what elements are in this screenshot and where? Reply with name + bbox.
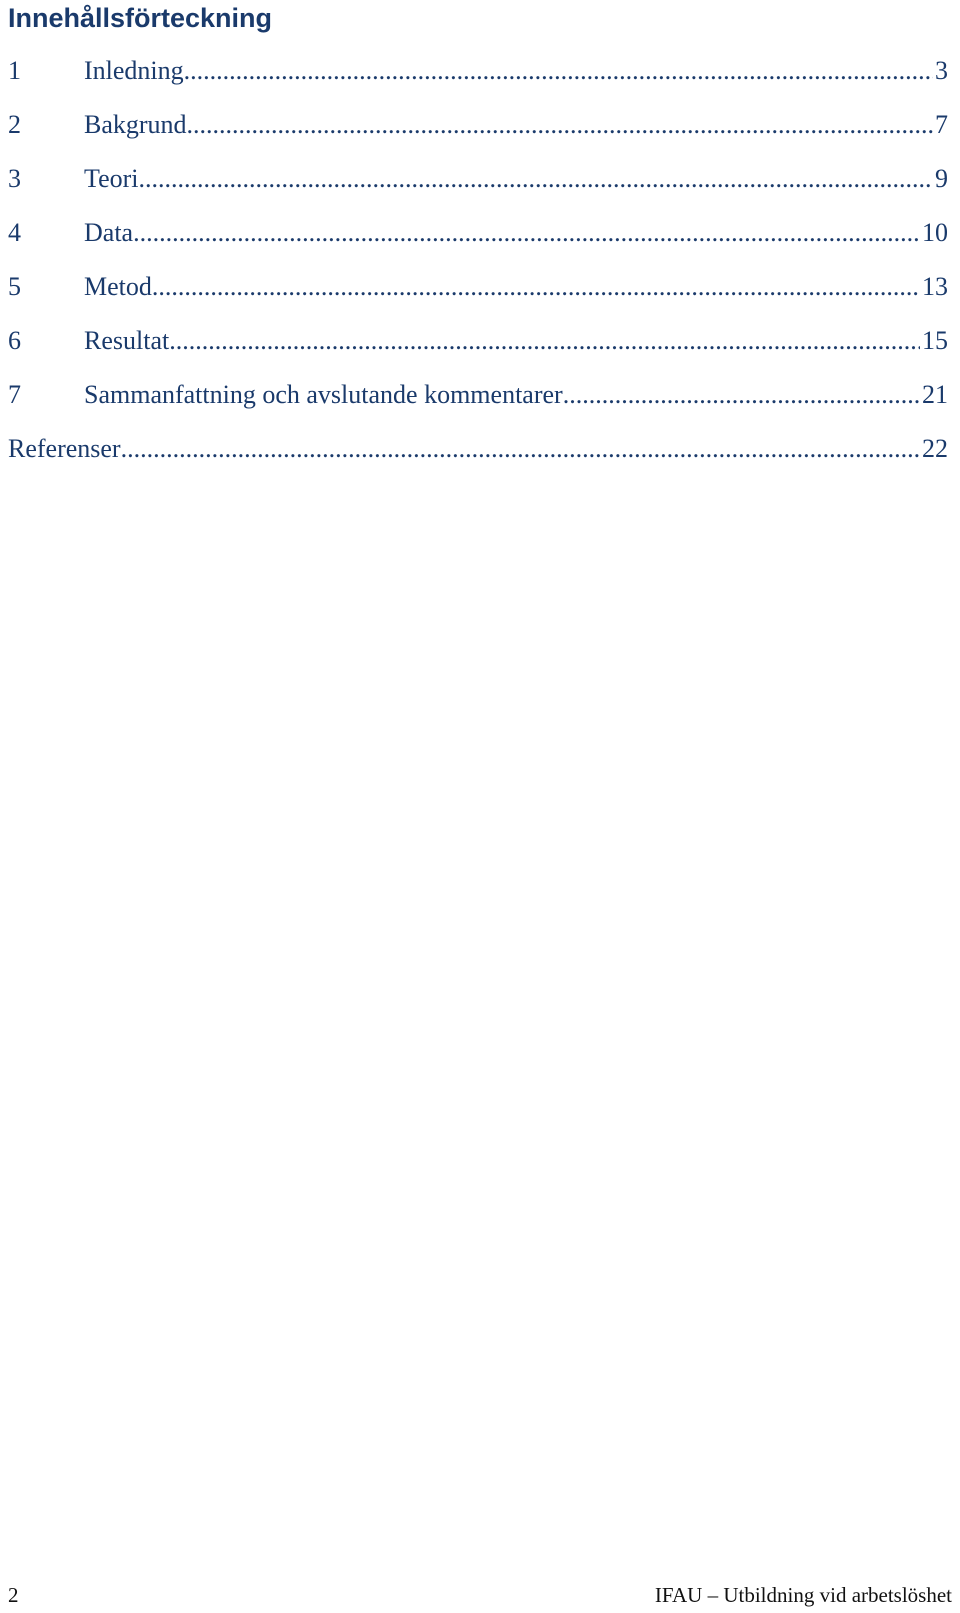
toc-entry-title: Bakgrund	[84, 110, 187, 139]
toc-entry-page: 3	[935, 56, 948, 85]
toc-entry-title: Data	[84, 218, 134, 247]
toc-entry-page: 15	[922, 326, 948, 355]
dot-leader	[133, 214, 920, 252]
footer-running-title: IFAU – Utbildning vid arbetslöshet	[654, 1583, 952, 1607]
toc-entry-number: 4	[8, 218, 21, 247]
toc-entry-bakgrund[interactable]	[8, 106, 948, 160]
dot-leader	[563, 376, 920, 414]
toc-entry-number: 3	[8, 164, 21, 193]
toc-entry-number: 2	[8, 110, 21, 139]
toc-entry-page: 9	[935, 164, 948, 193]
toc-entry-number: 5	[8, 272, 21, 301]
toc-entry-teori[interactable]	[8, 160, 948, 214]
toc-entry-sammanfattning[interactable]	[8, 376, 948, 430]
toc-entry-number: 6	[8, 326, 21, 355]
page-footer	[8, 1582, 952, 1608]
dot-leader	[169, 322, 920, 360]
toc-entry-title: Metod	[84, 272, 152, 301]
dot-leader	[184, 52, 933, 90]
toc-entry-title: Inledning	[84, 56, 184, 85]
toc-entry-title: Sammanfattning och avslutande kommentarer	[84, 380, 563, 409]
toc-entry-number: 7	[8, 380, 21, 409]
toc-entry-inledning[interactable]	[8, 52, 948, 106]
toc-entry-title: Resultat	[84, 326, 170, 355]
toc-heading: Innehållsförteckning	[8, 3, 273, 33]
toc-entry-metod[interactable]	[8, 268, 948, 322]
dot-leader	[121, 430, 920, 468]
toc-entry-page: 22	[922, 434, 948, 463]
footer-page-number: 2	[8, 1583, 19, 1607]
toc-entry-referenser[interactable]	[8, 430, 948, 484]
toc-entry-data[interactable]	[8, 214, 948, 268]
toc-entry-title: Referenser	[8, 434, 121, 463]
dot-leader	[139, 160, 934, 198]
toc-entry-page: 10	[922, 218, 948, 247]
toc-entry-page: 21	[922, 380, 948, 409]
toc-list	[8, 52, 948, 484]
dot-leader	[187, 106, 933, 144]
dot-leader	[152, 268, 920, 306]
toc-entry-page: 13	[922, 272, 948, 301]
toc-entry-title: Teori	[84, 164, 139, 193]
toc-entry-number: 1	[8, 56, 21, 85]
toc-entry-resultat[interactable]	[8, 322, 948, 376]
toc-entry-page: 7	[935, 110, 948, 139]
